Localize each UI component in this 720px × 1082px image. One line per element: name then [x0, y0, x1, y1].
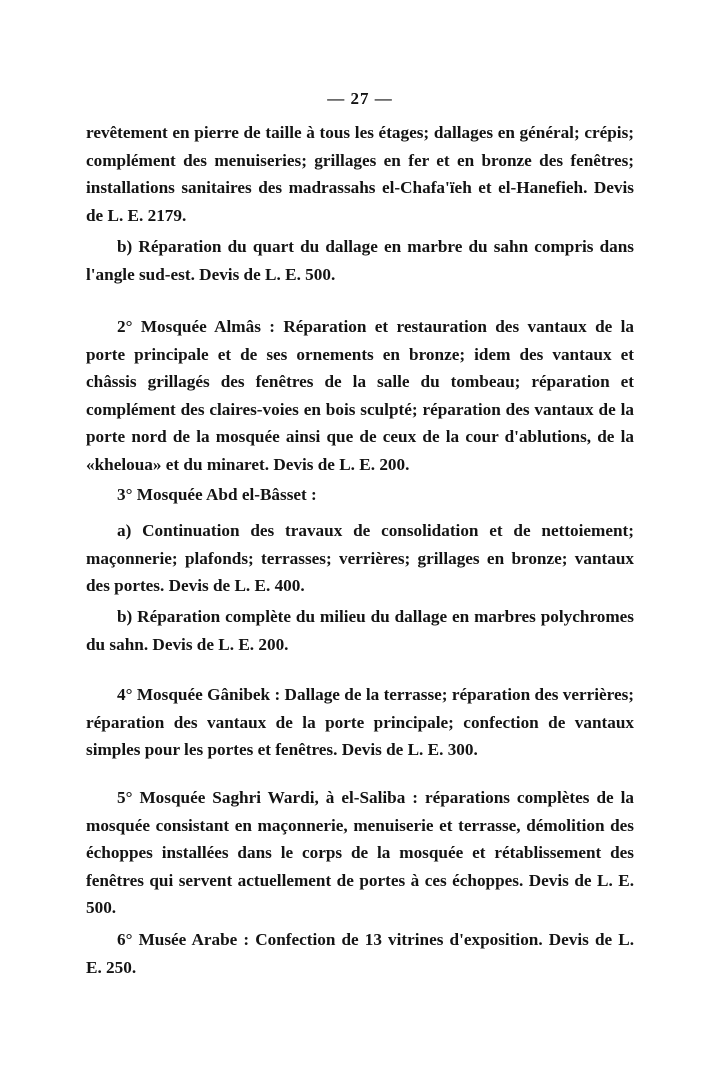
paragraph-text: b) Réparation du quart du dallage en marbre du sahn compris dans l'angle sud-est. Devis de L. E. 500.: [86, 237, 634, 284]
paragraph-text: b) Réparation complète du milieu du dallage en marbres polychromes du sahn. Devis de L. E. 200.: [86, 607, 634, 654]
paragraph-text: a) Continuation des travaux de consolidation et de nettoiement; maçonnerie; plafonds; terrasses; verrières; grillages en bronze; vantaux des portes. Devis de L. E. 400.: [86, 521, 634, 595]
paragraph-text: 6° Musée Arabe : Confection de 13 vitrines d'exposition. Devis de L. E. 250.: [86, 930, 634, 977]
paragraph-item-5: [86, 784, 634, 922]
page-number: — 27 —: [327, 89, 393, 108]
paragraph-text: 4° Mosquée Gânibek : Dallage de la terrasse; réparation des verrières; réparation des vantaux de la porte principale; confection de vantaux simples pour les portes et fenêtres. Devis de L. E. 300.: [86, 685, 634, 759]
paragraph-text: 5° Mosquée Saghri Wardi, à el-Saliba : réparations complètes de la mosquée consistant en maçonnerie, menuiserie et terrasse, démolition des échoppes installées dans le corps de la mosquée et rétablissement des fenêtres qui servent actuellement de portes à ces échoppes. Devis de L. E. 500.: [86, 788, 634, 917]
paragraph-text: revêtement en pierre de taille à tous les étages; dallages en général; crépis; complément des menuiseries; grillages en fer et en bronze des fenêtres; installations sanitaires des madrassahs el-Chafa'ïeh et el-Hanefieh. Devis de L. E. 2179.: [86, 123, 634, 225]
paragraph-item-2: [86, 313, 634, 478]
paragraph-item-6: [86, 926, 634, 981]
paragraph-continuation: [86, 119, 634, 229]
paragraph-text: 3° Mosquée Abd el-Bâsset :: [117, 485, 317, 504]
paragraph-text: 2° Mosquée Almâs : Réparation et restauration des vantaux de la porte principale et de ses ornements en bronze; idem des vantaux et châssis grillagés des fenêtres de la salle du tombeau; réparation et complément des claires-voies en bois sculpté; réparation des vantaux de la porte nord de la mosquée ainsi que de ceux de la cour d'ablutions, de la «kheloua» et du minaret. Devis de L. E. 200.: [86, 317, 634, 474]
paragraph-item-1b: [86, 233, 634, 288]
paragraph-item-3b: [86, 603, 634, 658]
paragraph-item-4: [86, 681, 634, 764]
paragraph-item-3: [86, 481, 634, 509]
paragraph-item-3a: [86, 517, 634, 600]
